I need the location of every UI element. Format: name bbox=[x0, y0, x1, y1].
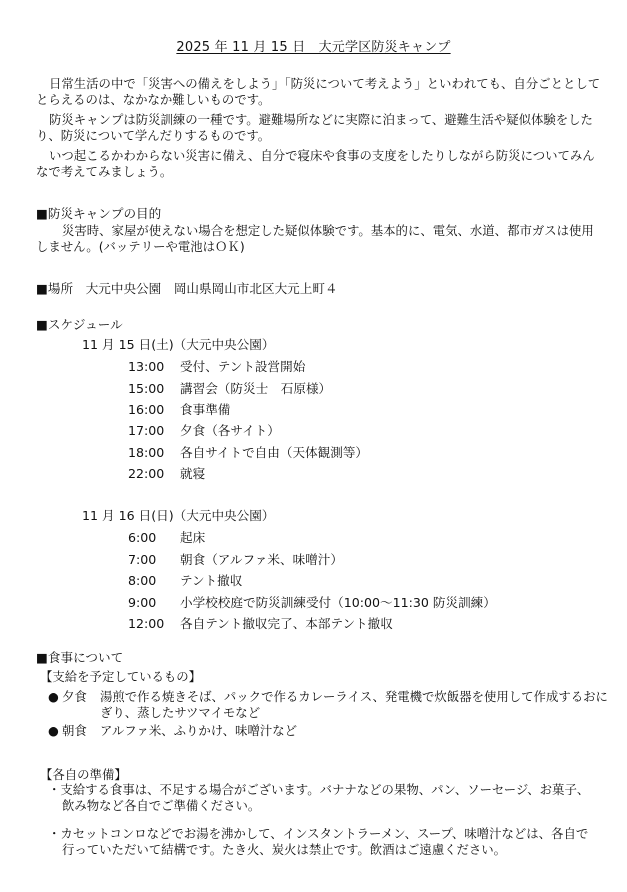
schedule-heading: ■スケジュール bbox=[36, 317, 123, 332]
schedule-text: テント撤収 bbox=[180, 573, 243, 588]
schedule-day-1-date: 11 月 15 日(土)（大元中央公園） bbox=[82, 337, 275, 352]
schedule-time: 6:00 bbox=[128, 530, 157, 545]
bullet-marker: ● bbox=[48, 723, 59, 738]
prep-note-1: ・支給する食事は、不足する場合がございます。バナナなどの果物、パン、ソーセージ、お菓子、飲み物など各自でご準備ください。 bbox=[48, 782, 590, 813]
place-line: ■場所 大元中央公園 岡山県岡山市北区大元上町４ bbox=[36, 281, 338, 296]
schedule-time: 12:00 bbox=[128, 616, 165, 631]
schedule-item bbox=[128, 549, 343, 568]
intro-paragraph-1: 日常生活の中で「災害への備えをしよう」「防災について考えよう」といわれても、自分ごととしてとらえるのは、なかなか難しいものです。 bbox=[36, 76, 601, 107]
schedule-time: 18:00 bbox=[128, 445, 165, 460]
schedule-text: 小学校校庭で防災訓練受付（10:00～11:30 防災訓練） bbox=[180, 595, 496, 610]
meal-text: 湯煎で作る焼きそば、パックで作るカレーライス、発電機で炊飯器を使用して作成するおにぎり、蒸したサツマイモなど bbox=[100, 689, 608, 720]
meal-text: アルファ米、ふりかけ、味噌汁など bbox=[100, 723, 298, 738]
meal-label: 夕食 bbox=[62, 689, 87, 704]
meal-item-breakfast bbox=[48, 723, 608, 739]
schedule-item bbox=[128, 399, 230, 418]
schedule-text: 受付、テント設営開始 bbox=[180, 359, 306, 374]
prep-note-2: ・カセットコンロなどでお湯を沸かして、インスタントラーメン、スープ、味噌汁などは、各自で行っていただいて結構です。たき火、炭火は禁止です。飲酒はご遠慮ください。 bbox=[48, 826, 589, 857]
schedule-item bbox=[128, 420, 280, 439]
schedule-day-2-date: 11 月 16 日(日)（大元中央公園） bbox=[82, 508, 275, 523]
schedule-text: 食事準備 bbox=[180, 402, 231, 417]
meal-item-dinner bbox=[48, 689, 608, 721]
schedule-text: 各自テント撤収完了、本部テント撤収 bbox=[180, 616, 393, 631]
schedule-time: 8:00 bbox=[128, 573, 157, 588]
schedule-item bbox=[128, 356, 305, 375]
schedule-item bbox=[128, 592, 496, 611]
meal-label: 朝食 bbox=[62, 723, 87, 738]
provided-heading: 【支給を予定しているもの】 bbox=[40, 669, 202, 684]
intro-paragraph-3: いつ起こるかわからない災害に備え、自分で寝床や食事の支度をしたりしながら防災についてみんなで考えてみましょう。 bbox=[36, 148, 595, 179]
schedule-time: 15:00 bbox=[128, 381, 165, 396]
schedule-item bbox=[128, 613, 393, 632]
purpose-text: 災害時、家屋が使えない場合を想定した疑似体験です。基本的に、電気、水道、都市ガスは使用しません。(バッテリーや電池はＯＫ) bbox=[36, 223, 594, 254]
schedule-text: 各自サイトで自由（天体観測等） bbox=[180, 445, 369, 460]
schedule-text: 朝食（アルファ米、味噌汁） bbox=[180, 552, 343, 567]
schedule-text: 講習会（防災士 石原様） bbox=[180, 381, 332, 396]
bullet-marker: ● bbox=[48, 689, 59, 704]
meals-heading: ■食事について bbox=[36, 650, 124, 665]
schedule-item bbox=[128, 570, 242, 589]
schedule-time: 9:00 bbox=[128, 595, 157, 610]
schedule-text: 就寝 bbox=[180, 466, 206, 481]
schedule-item bbox=[128, 442, 368, 461]
schedule-time: 22:00 bbox=[128, 466, 165, 481]
document-title bbox=[0, 36, 627, 55]
schedule-item bbox=[128, 463, 205, 482]
schedule-text: 起床 bbox=[180, 530, 206, 545]
schedule-text: 夕食（各サイト） bbox=[180, 423, 280, 438]
schedule-time: 7:00 bbox=[128, 552, 157, 567]
title-text: 2025 年 11 月 15 日 大元学区防災キャンプ bbox=[176, 40, 451, 55]
intro-paragraph-2: 防災キャンプは防災訓練の一種です。避難場所などに実際に泊まって、避難生活や疑似体験をしたり、防災について学んだりするものです。 bbox=[36, 112, 593, 143]
schedule-item bbox=[128, 378, 331, 397]
schedule-time: 13:00 bbox=[128, 359, 165, 374]
schedule-time: 17:00 bbox=[128, 423, 165, 438]
purpose-heading: ■防災キャンプの目的 bbox=[36, 206, 162, 221]
schedule-item bbox=[128, 527, 205, 546]
prep-heading: 【各自の準備】 bbox=[40, 767, 127, 782]
schedule-time: 16:00 bbox=[128, 402, 165, 417]
